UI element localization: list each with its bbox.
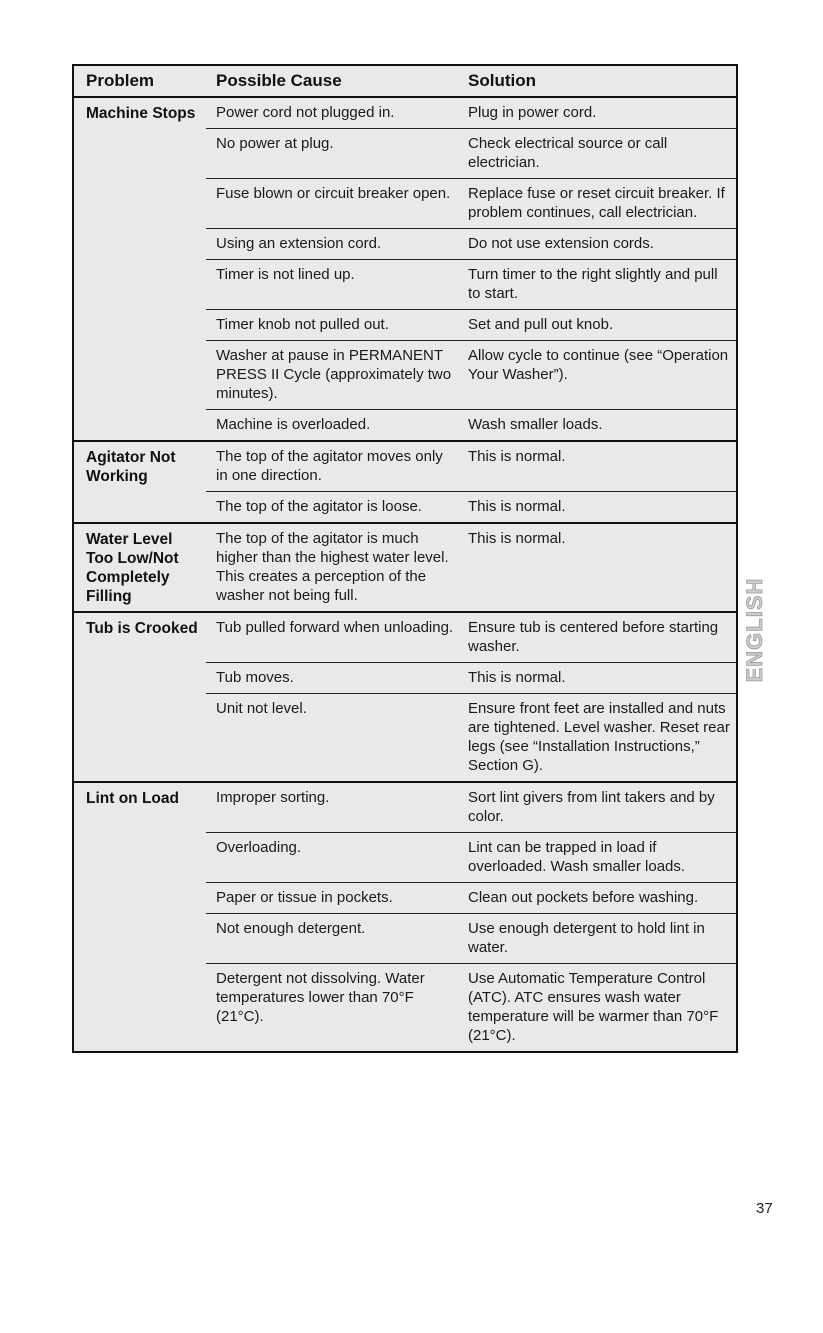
possible-cause-cell: Detergent not dissolving. Water temperatures lower than 70°F (21°C). <box>216 970 425 1025</box>
table-row <box>206 98 736 129</box>
side-language-label <box>742 546 767 714</box>
table-row <box>206 883 736 914</box>
solution-cell: Do not use extension cords. <box>468 235 654 252</box>
table-row <box>206 613 736 663</box>
problem-name: Lint on Load <box>86 790 179 807</box>
solution-cell: Use enough detergent to hold lint in water. <box>468 920 705 956</box>
problem-section <box>74 442 736 524</box>
possible-cause-cell: Paper or tissue in pockets. <box>216 889 393 906</box>
cause-solution-rows <box>206 442 736 522</box>
table-row <box>206 833 736 883</box>
table-row <box>206 783 736 833</box>
solution-cell: Ensure front feet are installed and nuts are tightened. Level washer. Reset rear legs (see “Installation Instructions,” Section G). <box>468 700 730 774</box>
problem-section <box>74 783 736 1051</box>
table-row <box>206 410 736 440</box>
possible-cause-cell: No power at plug. <box>216 135 334 152</box>
possible-cause-cell: Power cord not plugged in. <box>216 104 395 121</box>
problem-name: Machine Stops <box>86 105 196 122</box>
solution-cell: Ensure tub is centered before starting washer. <box>468 619 719 655</box>
table-row <box>206 442 736 492</box>
header-solution: Solution <box>468 71 536 90</box>
possible-cause-cell: Unit not level. <box>216 700 307 717</box>
page-number: 37 <box>756 1200 773 1217</box>
solution-cell: This is normal. <box>468 498 566 515</box>
solution-cell: Check electrical source or call electrician. <box>468 135 668 171</box>
solution-cell: Set and pull out knob. <box>468 316 614 333</box>
problem-section <box>74 613 736 783</box>
solution-cell: Wash smaller loads. <box>468 416 603 433</box>
header-possible-cause: Possible Cause <box>216 71 342 90</box>
table-row <box>206 694 736 781</box>
possible-cause-cell: Machine is overloaded. <box>216 416 371 433</box>
table-row <box>206 663 736 694</box>
possible-cause-cell: Fuse blown or circuit breaker open. <box>216 185 451 202</box>
table-row <box>206 524 736 611</box>
solution-cell: Lint can be trapped in load if overloaded. Wash smaller loads. <box>468 839 686 875</box>
problem-section <box>74 524 736 613</box>
possible-cause-cell: The top of the agitator moves only in one direction. <box>216 448 443 484</box>
cause-solution-rows <box>206 98 736 440</box>
possible-cause-cell: Timer is not lined up. <box>216 266 355 283</box>
problem-name: Tub is Crooked <box>86 620 198 637</box>
troubleshooting-table <box>72 64 738 1053</box>
table-row <box>206 914 736 964</box>
possible-cause-cell: Overloading. <box>216 839 302 856</box>
cause-solution-rows <box>206 613 736 781</box>
solution-cell: Plug in power cord. <box>468 104 597 121</box>
possible-cause-cell: Tub moves. <box>216 669 294 686</box>
table-row <box>206 341 736 410</box>
table-row <box>206 964 736 1051</box>
table-row <box>206 492 736 522</box>
table-header <box>74 66 736 98</box>
problem-name: Agitator Not Working <box>86 449 176 485</box>
solution-cell: Clean out pockets before washing. <box>468 889 699 906</box>
table-row <box>206 129 736 179</box>
possible-cause-cell: Not enough detergent. <box>216 920 366 937</box>
cause-solution-rows <box>206 524 736 611</box>
possible-cause-cell: Tub pulled forward when unloading. <box>216 619 454 636</box>
cause-solution-rows <box>206 783 736 1051</box>
solution-cell: Sort lint givers from lint takers and by color. <box>468 789 715 825</box>
possible-cause-cell: The top of the agitator is much higher than the highest water level. This creates a perception of the washer not being full. <box>216 530 449 604</box>
header-problem: Problem <box>86 71 155 90</box>
table-body <box>74 98 736 1051</box>
solution-cell: Allow cycle to continue (see “Operation Your Washer”). <box>468 347 729 383</box>
problem-section <box>74 98 736 442</box>
table-row <box>206 310 736 341</box>
table-row <box>206 229 736 260</box>
problem-name: Water Level Too Low/Not Completely Filling <box>86 531 179 605</box>
possible-cause-cell: Washer at pause in PERMANENT PRESS II Cycle (approximately two minutes). <box>216 347 452 402</box>
solution-cell: This is normal. <box>468 530 566 547</box>
solution-cell: Use Automatic Temperature Control (ATC). ATC ensures wash water temperature will be warmer than 70°F (21°C). <box>468 970 719 1044</box>
solution-cell: Replace fuse or reset circuit breaker. If problem continues, call electrician. <box>468 185 725 221</box>
solution-cell: Turn timer to the right slightly and pull to start. <box>468 266 718 302</box>
table-row <box>206 260 736 310</box>
possible-cause-cell: Timer knob not pulled out. <box>216 316 389 333</box>
possible-cause-cell: The top of the agitator is loose. <box>216 498 422 515</box>
possible-cause-cell: Improper sorting. <box>216 789 330 806</box>
solution-cell: This is normal. <box>468 669 566 686</box>
possible-cause-cell: Using an extension cord. <box>216 235 382 252</box>
solution-cell: This is normal. <box>468 448 566 465</box>
side-language-label-text: ENGLISH <box>742 577 767 683</box>
table-row <box>206 179 736 229</box>
